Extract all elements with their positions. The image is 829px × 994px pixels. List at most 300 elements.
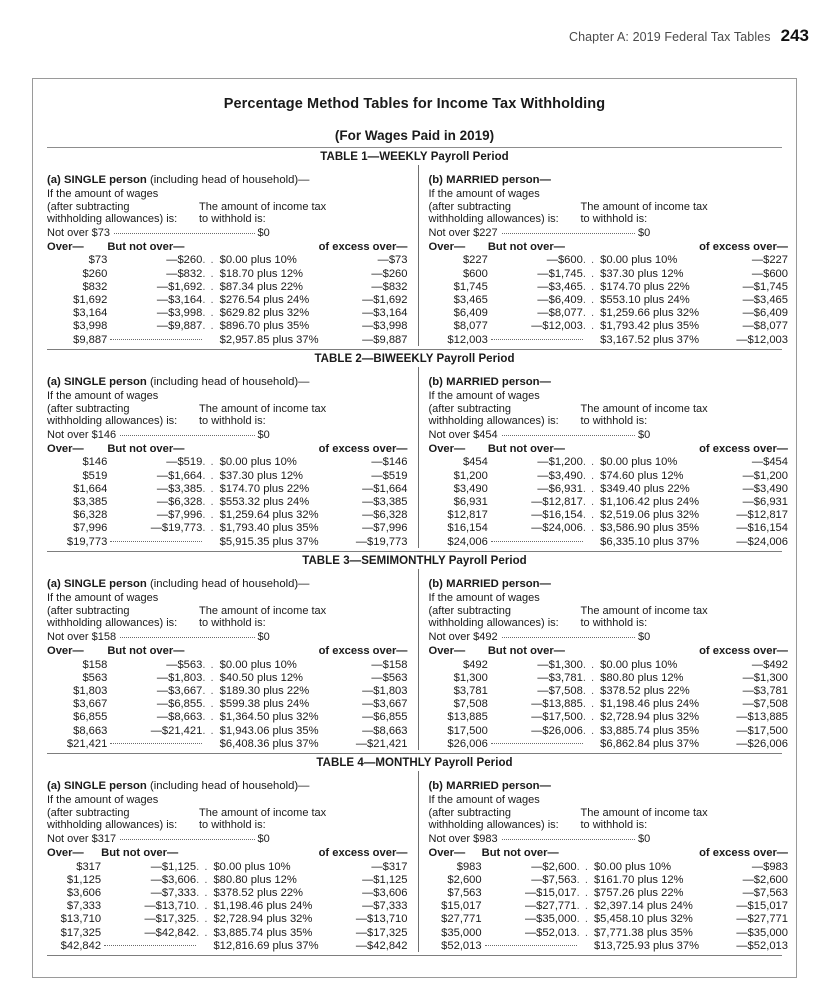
cell-amount: $1,259.66 plus 32% — [600, 307, 700, 320]
table-panes — [33, 367, 796, 548]
rate-table-body — [429, 456, 789, 548]
cell-dots: . . — [582, 711, 596, 724]
not-over-line — [429, 429, 789, 441]
cell-over: $492 — [462, 658, 488, 671]
not-over-line — [47, 833, 408, 845]
cell-over: $42,842 — [60, 939, 102, 952]
cell-but-not-over: —$1,692 — [156, 280, 203, 293]
intro-left — [429, 188, 581, 226]
intro-line-3: withholding allowances) is: — [47, 617, 178, 630]
cell-excess: —$13,885 — [736, 711, 788, 724]
cell-excess: —$3,490 — [742, 482, 788, 495]
cell-excess: —$7,508 — [742, 698, 788, 711]
cell-over: $3,998 — [73, 320, 108, 333]
person-heading-bold: (a) SINGLE person — [47, 578, 147, 591]
cell-excess: —$3,781 — [742, 684, 788, 697]
not-over-line — [429, 631, 789, 643]
cell-amount: $37.30 plus 12% — [219, 469, 304, 482]
cell-amount: $378.52 plus 22% — [600, 684, 690, 697]
header-over: Over— — [47, 240, 84, 253]
cell-over: $8,077 — [453, 320, 488, 333]
cell-but-not-over: —$17,325 — [144, 913, 197, 926]
document-title: Percentage Method Tables for Income Tax Withholding — [223, 96, 606, 112]
header-but-not-over: But not over— — [101, 847, 179, 860]
not-over-value: $0 — [257, 226, 270, 239]
cell-over: $16,154 — [447, 522, 488, 535]
intro-right — [199, 794, 326, 832]
rate-table — [429, 241, 789, 346]
cell-dots: . . — [202, 307, 215, 320]
not-over-prefix: Not over — [428, 428, 474, 441]
cell-dots: . . — [582, 522, 596, 535]
cell-amount: $13,725.93 plus 37% — [593, 939, 700, 952]
table-caption: TABLE 4—MONTHLY Payroll Period — [316, 757, 513, 770]
intro-line-3: withholding allowances) is: — [428, 213, 559, 226]
header-of-excess-over: of excess over— — [318, 644, 408, 657]
cell-over: $2,600 — [447, 873, 482, 886]
cell-dots: . . — [582, 469, 596, 482]
cell-but-not-over: —$1,803 — [156, 671, 203, 684]
cell-leader — [482, 939, 577, 952]
rate-table-body — [429, 254, 789, 346]
cell-but-not-over: —$3,164 — [156, 293, 203, 306]
intro-line-2: (after subtracting — [428, 806, 512, 819]
intro-left — [429, 794, 581, 832]
intro-right-line-2: to withhold is: — [199, 617, 266, 630]
cell-over: $3,465 — [453, 293, 488, 306]
person-heading — [429, 174, 789, 186]
person-heading-bold: (b) MARRIED person— — [428, 376, 551, 389]
married-person-pane — [418, 367, 789, 548]
intro-block — [429, 390, 789, 428]
dot-leader — [110, 541, 202, 542]
table-row — [429, 509, 789, 522]
cell-excess: —$17,325 — [355, 926, 408, 939]
header-amount-spacer — [215, 645, 319, 658]
not-over-line — [47, 631, 408, 643]
cell-but-not-over: —$1,300 — [537, 658, 583, 671]
cell-excess: —$1,664 — [362, 482, 408, 495]
intro-line-1: If the amount of wages — [428, 592, 540, 605]
not-over-value: $0 — [257, 630, 270, 643]
rate-table — [429, 443, 789, 548]
table-row — [429, 522, 789, 535]
cell-over: $19,773 — [66, 535, 108, 548]
intro-right-line-2: to withhold is: — [580, 415, 648, 428]
table-row — [429, 280, 789, 293]
header-over: Over— — [47, 442, 84, 455]
table-row — [47, 737, 408, 750]
not-over-threshold: $146 — [91, 428, 117, 441]
cell-over: $1,745 — [453, 280, 488, 293]
cell-dots: . . — [582, 658, 596, 671]
dot-leader — [491, 743, 583, 744]
cell-dots: . . — [576, 860, 589, 873]
cell-dots: . . — [196, 887, 209, 900]
header-but-not-over: But not over— — [481, 847, 559, 860]
cell-excess: —$8,077 — [742, 320, 788, 333]
table-row — [429, 860, 789, 873]
intro-right-line-2: to withhold is: — [199, 819, 266, 832]
cell-amount: $12,816.69 plus 37% — [213, 939, 319, 952]
not-over-dot-leader — [120, 637, 254, 638]
person-heading — [47, 780, 408, 792]
cell-amount: $3,167.52 plus 37% — [600, 333, 700, 346]
cell-but-not-over: —$3,667 — [156, 684, 203, 697]
cell-dots: . . — [202, 482, 215, 495]
cell-excess: —$260 — [371, 267, 408, 280]
cell-amount: $757.26 plus 22% — [593, 887, 684, 900]
header-but-not-over: But not over— — [107, 442, 185, 455]
cell-dots — [577, 939, 589, 952]
cell-over: $9,887 — [73, 333, 108, 346]
cell-over: $8,663 — [73, 724, 108, 737]
running-head — [569, 26, 809, 46]
cell-dots: . . — [202, 267, 215, 280]
header-of-excess-over: of excess over— — [699, 240, 788, 253]
not-over-label — [47, 833, 116, 845]
intro-block — [47, 592, 408, 630]
cell-excess: —$563 — [371, 671, 408, 684]
rate-table — [47, 847, 408, 952]
table-row — [429, 913, 789, 926]
intro-right-line-1: The amount of income tax — [199, 806, 327, 819]
table-header-row — [47, 847, 408, 860]
intro-right — [581, 390, 708, 428]
cell-excess: —$2,600 — [742, 873, 788, 886]
cell-over: $1,300 — [453, 671, 488, 684]
cell-amount: $553.10 plus 24% — [600, 293, 690, 306]
cell-amount: $1,198.46 plus 24% — [600, 698, 700, 711]
cell-excess: —$7,996 — [362, 522, 408, 535]
intro-right-line-1: The amount of income tax — [199, 402, 327, 415]
cell-excess: —$6,409 — [742, 307, 788, 320]
cell-excess: —$26,006 — [736, 737, 788, 750]
cell-dots: . . — [202, 469, 215, 482]
intro-line-3: withholding allowances) is: — [428, 415, 559, 428]
single-person-pane — [47, 569, 418, 750]
not-over-prefix: Not over — [47, 630, 92, 643]
cell-amount: $3,885.74 plus 35% — [600, 724, 700, 737]
cell-over: $12,003 — [447, 333, 488, 346]
cell-dots: . . — [202, 254, 215, 267]
table-row — [47, 900, 408, 913]
not-over-label — [47, 429, 116, 441]
cell-over: $6,328 — [73, 509, 108, 522]
not-over-value: $0 — [638, 226, 651, 239]
person-heading — [47, 578, 408, 590]
cell-amount: $3,885.74 plus 35% — [213, 926, 313, 939]
cell-amount: $174.70 plus 22% — [219, 482, 310, 495]
table-row — [47, 698, 408, 711]
cell-excess: —$9,887 — [362, 333, 408, 346]
cell-amount: $599.38 plus 24% — [219, 698, 310, 711]
rate-table-body — [47, 456, 408, 548]
not-over-threshold: $317 — [91, 833, 117, 846]
cell-over: $3,667 — [73, 698, 108, 711]
cell-excess: —$3,164 — [362, 307, 408, 320]
header-over: Over— — [428, 644, 466, 657]
cell-over: $146 — [82, 456, 108, 469]
table-row — [429, 724, 789, 737]
cell-excess: —$17,500 — [736, 724, 788, 737]
not-over-line — [47, 227, 408, 239]
cell-over: $73 — [88, 254, 108, 267]
table-row — [47, 495, 408, 508]
cell-excess: —$52,013 — [736, 939, 788, 952]
intro-line-2: (after subtracting — [47, 604, 130, 617]
intro-left — [47, 794, 199, 832]
person-heading-bold: (a) SINGLE person — [47, 780, 147, 793]
dot-leader — [491, 541, 583, 542]
header-over: Over— — [428, 240, 466, 253]
not-over-label — [47, 631, 116, 643]
table-row — [429, 254, 789, 267]
header-amount-spacer — [215, 241, 319, 254]
table-header-row — [47, 645, 408, 658]
dot-leader — [110, 339, 202, 340]
cell-dots: . . — [196, 873, 209, 886]
intro-line-3: withholding allowances) is: — [47, 415, 178, 428]
cell-over: $1,125 — [66, 873, 102, 886]
intro-left — [47, 390, 199, 428]
cell-excess: —$227 — [751, 254, 788, 267]
cell-amount: $0.00 plus 10% — [600, 658, 678, 671]
payroll-table-block — [33, 148, 796, 350]
table-row — [429, 886, 789, 899]
not-over-line — [429, 227, 789, 239]
rate-table-body — [47, 658, 408, 750]
cell-but-not-over: —$17,500 — [531, 711, 583, 724]
table-row — [47, 482, 408, 495]
dot-leader — [491, 339, 583, 340]
table-row — [429, 535, 789, 548]
table-panes — [33, 771, 796, 952]
intro-line-2: (after subtracting — [428, 604, 512, 617]
intro-right — [581, 188, 708, 226]
cell-excess: —$16,154 — [736, 522, 788, 535]
cell-but-not-over: —$1,664 — [156, 469, 203, 482]
table-header-row — [429, 241, 789, 254]
table-row — [47, 535, 408, 548]
table-row — [47, 711, 408, 724]
cell-over: $7,333 — [66, 900, 102, 913]
cell-dots: . . — [582, 482, 596, 495]
intro-block — [47, 794, 408, 832]
cell-but-not-over: —$6,409 — [537, 293, 583, 306]
cell-but-not-over: —$832 — [166, 267, 203, 280]
table-caption: TABLE 1—WEEKLY Payroll Period — [320, 151, 509, 163]
intro-right-line-1: The amount of income tax — [199, 604, 327, 617]
cell-over: $158 — [82, 658, 108, 671]
cell-excess: —$600 — [751, 267, 788, 280]
intro-line-1: If the amount of wages — [428, 794, 540, 807]
header-amount-spacer — [215, 443, 319, 456]
cell-excess: —$6,931 — [742, 496, 788, 509]
not-over-prefix: Not over — [428, 630, 474, 643]
table-row — [47, 267, 408, 280]
cell-dots: . . — [582, 280, 596, 293]
header-over: Over— — [428, 847, 466, 860]
cell-amount: $3,586.90 plus 35% — [600, 522, 700, 535]
cell-over: $260 — [82, 267, 108, 280]
cell-amount: $161.70 plus 12% — [593, 873, 684, 886]
person-heading-rest: (including head of household)— — [146, 174, 310, 186]
cell-over: $17,325 — [60, 926, 102, 939]
cell-amount: $0.00 plus 10% — [593, 860, 672, 873]
cell-dots: . . — [582, 684, 596, 697]
cell-over: $15,017 — [441, 900, 482, 913]
intro-right — [581, 794, 708, 832]
table-row — [429, 873, 789, 886]
dot-leader — [110, 743, 202, 744]
cell-but-not-over: —$24,006 — [531, 522, 583, 535]
intro-line-1: If the amount of wages — [47, 794, 159, 807]
cell-amount: $6,335.10 plus 37% — [600, 535, 700, 548]
cell-but-not-over: —$3,998 — [156, 307, 203, 320]
cell-excess: —$19,773 — [355, 535, 408, 548]
cell-but-not-over: —$3,781 — [537, 671, 583, 684]
rate-table — [47, 241, 408, 346]
cell-amount: $1,259.64 plus 32% — [219, 509, 319, 522]
person-heading — [47, 174, 408, 186]
cell-but-not-over: —$7,996 — [156, 509, 203, 522]
header-but-not-over: But not over— — [487, 644, 565, 657]
intro-line-1: If the amount of wages — [428, 390, 540, 403]
cell-amount: $6,862.84 plus 37% — [600, 737, 700, 750]
cell-dots: . . — [202, 711, 215, 724]
cell-excess: —$35,000 — [736, 926, 788, 939]
intro-line-3: withholding allowances) is: — [47, 819, 178, 832]
not-over-value: $0 — [638, 630, 651, 643]
cell-dots: . . — [582, 320, 596, 333]
intro-line-1: If the amount of wages — [47, 188, 159, 200]
rate-table — [47, 443, 408, 548]
cell-excess: —$317 — [371, 860, 408, 873]
payroll-table-block — [33, 350, 796, 552]
cell-but-not-over: —$6,328 — [156, 496, 203, 509]
not-over-label — [429, 631, 498, 643]
table-row — [429, 926, 789, 939]
cell-but-not-over: —$8,077 — [537, 307, 583, 320]
cell-but-not-over: —$52,013 — [524, 926, 577, 939]
not-over-label — [429, 227, 498, 239]
cell-excess: —$1,300 — [742, 671, 788, 684]
cell-dots: . . — [196, 900, 209, 913]
table-row — [429, 900, 789, 913]
cell-dots: . . — [202, 684, 215, 697]
cell-over: $17,500 — [447, 724, 488, 737]
table-row — [429, 333, 789, 346]
not-over-threshold: $73 — [91, 226, 110, 239]
cell-amount: $1,943.06 plus 35% — [219, 724, 319, 737]
cell-excess: —$42,842 — [355, 939, 408, 952]
cell-but-not-over: —$2,600 — [531, 860, 577, 873]
cell-but-not-over: —$6,931 — [537, 482, 583, 495]
table-row — [429, 495, 789, 508]
cell-amount: $378.52 plus 22% — [213, 887, 304, 900]
cell-excess: —$1,803 — [362, 684, 408, 697]
cell-excess: —$492 — [751, 658, 788, 671]
cell-over: $454 — [462, 456, 488, 469]
cell-dots: . . — [202, 280, 215, 293]
intro-line-2: (after subtracting — [47, 200, 130, 213]
chapter-label: Chapter A: 2019 Federal Tax Tables — [568, 30, 771, 44]
not-over-dot-leader — [502, 839, 635, 840]
cell-dots: . . — [582, 509, 596, 522]
person-heading — [47, 376, 408, 388]
table-header-row — [429, 645, 789, 658]
cell-dots: . . — [202, 509, 215, 522]
cell-dots: . . — [576, 887, 589, 900]
cell-but-not-over: —$1,125 — [150, 860, 197, 873]
rate-table-body — [429, 860, 789, 952]
cell-but-not-over: —$6,855 — [156, 698, 203, 711]
table-row — [429, 671, 789, 684]
intro-right — [199, 188, 326, 226]
cell-but-not-over: —$13,885 — [531, 698, 583, 711]
cell-over: $26,006 — [447, 737, 488, 750]
intro-line-1: If the amount of wages — [47, 390, 159, 403]
cell-but-not-over: —$9,887 — [156, 320, 203, 333]
table-row — [429, 939, 789, 952]
not-over-dot-leader — [502, 435, 635, 436]
table-header-row — [47, 443, 408, 456]
header-over: Over— — [428, 442, 466, 455]
cell-excess: —$1,125 — [362, 873, 408, 886]
cell-but-not-over: —$1,200 — [537, 456, 583, 469]
person-heading — [429, 780, 789, 792]
table-row — [429, 456, 789, 469]
cell-dots: . . — [582, 307, 596, 320]
cell-amount: $5,915.35 plus 37% — [219, 535, 319, 548]
cell-dots — [202, 737, 214, 750]
cell-over: $983 — [456, 860, 482, 873]
cell-amount: $189.30 plus 22% — [219, 684, 310, 697]
cell-excess: —$13,710 — [355, 913, 408, 926]
married-person-pane — [418, 165, 789, 346]
rate-table — [429, 645, 789, 750]
not-over-value: $0 — [638, 428, 651, 441]
cell-over: $1,664 — [73, 482, 108, 495]
intro-right — [199, 592, 326, 630]
cell-dots — [196, 939, 208, 952]
table-caption: TABLE 3—SEMIMONTHLY Payroll Period — [302, 555, 527, 568]
not-over-prefix: Not over — [47, 833, 92, 846]
table-panes — [33, 165, 796, 346]
table-row — [47, 509, 408, 522]
table-row — [47, 293, 408, 306]
person-heading-rest: (including head of household)— — [146, 780, 310, 793]
cell-leader — [488, 333, 583, 346]
cell-amount: $87.34 plus 22% — [219, 280, 304, 293]
cell-amount: $2,957.85 plus 37% — [219, 333, 319, 346]
person-heading — [429, 578, 789, 590]
single-person-pane — [47, 771, 418, 952]
cell-amount: $2,728.94 plus 32% — [600, 711, 700, 724]
not-over-dot-leader — [502, 233, 635, 234]
cell-amount: $629.82 plus 32% — [219, 307, 310, 320]
not-over-value: $0 — [638, 833, 651, 846]
cell-dots: . . — [202, 671, 215, 684]
cell-dots: . . — [202, 496, 215, 509]
cell-over: $3,781 — [453, 684, 488, 697]
cell-over: $519 — [82, 469, 108, 482]
intro-block — [47, 390, 408, 428]
cell-excess: —$8,663 — [362, 724, 408, 737]
cell-amount: $37.30 plus 12% — [600, 267, 684, 280]
cell-amount: $276.54 plus 24% — [219, 293, 310, 306]
